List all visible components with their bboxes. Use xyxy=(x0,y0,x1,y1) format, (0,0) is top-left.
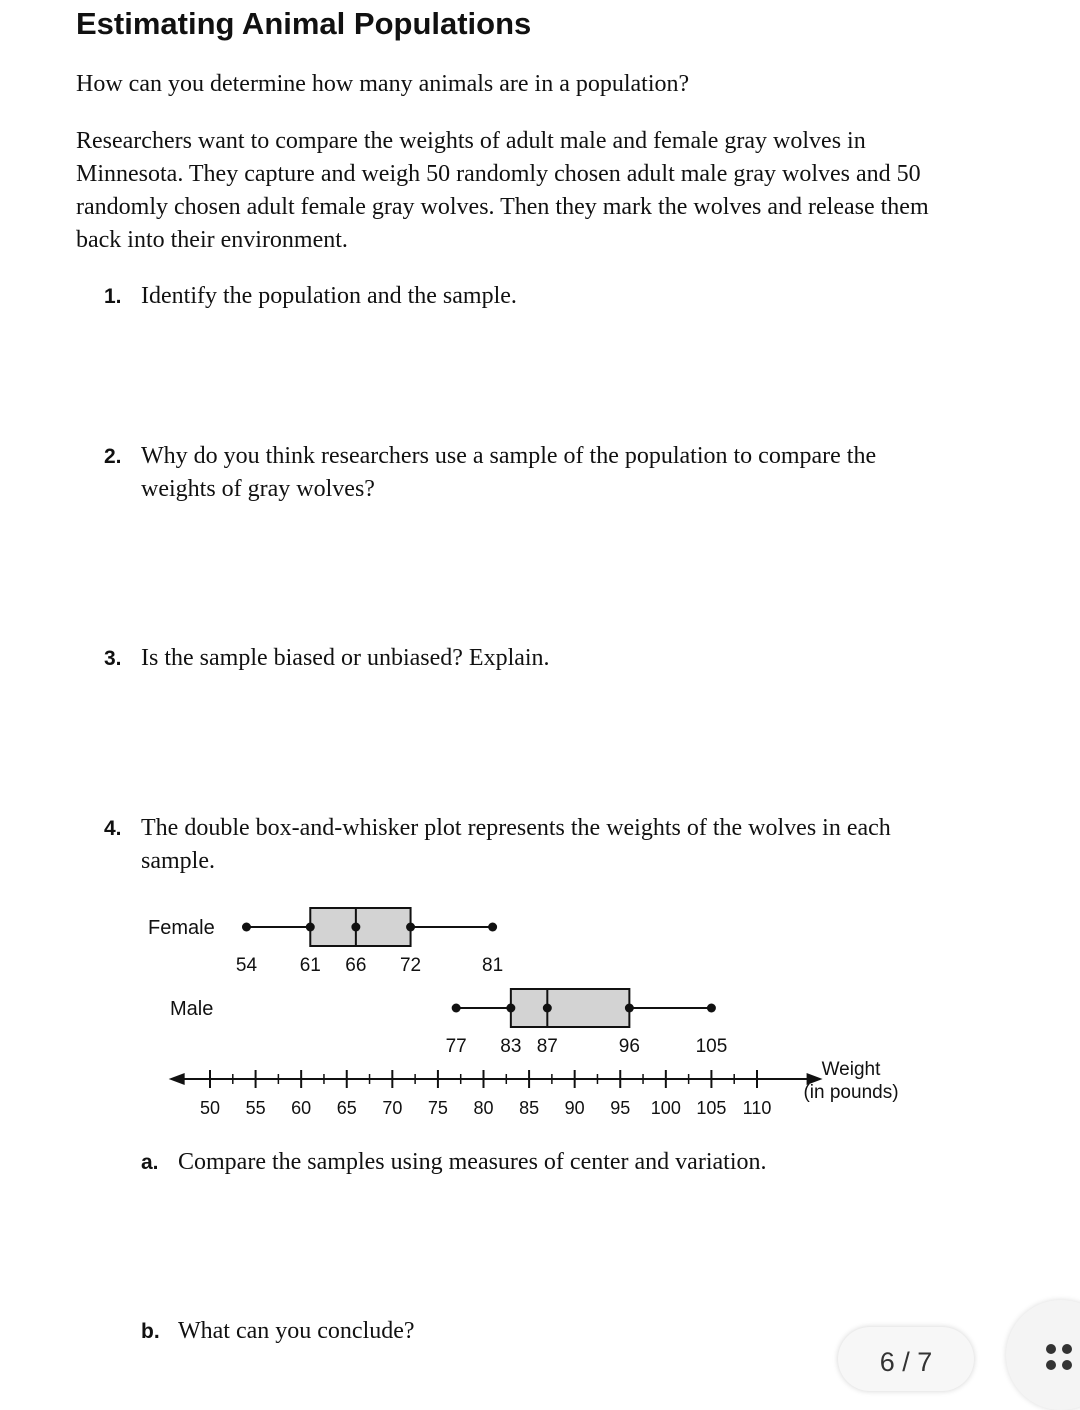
axis-tick-label: 90 xyxy=(564,1098,585,1118)
q3-label: 96 xyxy=(618,1036,640,1057)
min-point xyxy=(452,1004,461,1013)
question-3-number: 3. xyxy=(104,647,122,670)
axis-left-arrow xyxy=(169,1073,185,1085)
max-label: 81 xyxy=(482,955,504,976)
max-point xyxy=(488,923,497,932)
axis-tick-label: 95 xyxy=(610,1098,631,1118)
axis-tick-label: 55 xyxy=(245,1098,266,1118)
series-name: Male xyxy=(170,998,214,1020)
question-4-number: 4. xyxy=(104,817,122,840)
q1-label: 83 xyxy=(500,1036,522,1057)
q1-point xyxy=(306,923,315,932)
box-iqr xyxy=(511,989,630,1027)
min-label: 54 xyxy=(235,955,258,976)
axis-tick-label: 80 xyxy=(473,1098,494,1118)
median-point xyxy=(351,923,360,932)
q1-label: 61 xyxy=(299,955,321,976)
axis-tick-label: 70 xyxy=(382,1098,403,1118)
axis-tick-label: 85 xyxy=(519,1098,540,1118)
max-label: 105 xyxy=(695,1036,728,1057)
axis-tick-label: 75 xyxy=(427,1098,448,1118)
question-4-text: The double box-and-whisker plot represents the weights of the wolves in each sample. xyxy=(141,815,891,874)
subquestion-b-text: What can you conclude? xyxy=(178,1318,415,1344)
q3-label: 72 xyxy=(399,955,422,976)
q3-point xyxy=(625,1004,634,1013)
axis-tick-label: 65 xyxy=(336,1098,357,1118)
page-title: Estimating Animal Populations xyxy=(76,6,532,41)
max-point xyxy=(707,1004,716,1013)
min-label: 77 xyxy=(445,1036,467,1057)
page-indicator-text: 6 / 7 xyxy=(879,1347,933,1377)
question-1-text: Identify the population and the sample. xyxy=(141,283,517,309)
subquestion-a-text: Compare the samples using measures of center and variation. xyxy=(178,1149,767,1175)
axis-label: (in pounds) xyxy=(803,1082,899,1103)
axis-tick-label: 50 xyxy=(199,1098,221,1118)
essential-question: How can you determine how many animals are in a population? xyxy=(76,71,690,97)
axis-tick-label: 110 xyxy=(742,1098,772,1118)
question-3-text: Is the sample biased or unbiased? Explain. xyxy=(141,645,550,671)
axis-tick-label: 60 xyxy=(291,1098,312,1118)
intro-paragraph: Researchers want to compare the weights of adult male and female gray wolves in Minnesota. They capture and weigh 50 randomly chosen adult male gray wolves and 50 randomly chosen adult female gray wolves. Then they mark the wolves and release them back into their environment. xyxy=(76,128,929,253)
question-2-text: Why do you think researchers use a sample of the population to compare the weights of gray wolves? xyxy=(141,443,877,502)
axis-label: Weight xyxy=(821,1059,881,1080)
series-name: Female xyxy=(148,917,215,939)
q1-point xyxy=(506,1004,515,1013)
axis-tick-label: 100 xyxy=(650,1098,681,1118)
subquestion-a-letter: a. xyxy=(141,1151,159,1174)
median-point xyxy=(543,1004,552,1013)
median-label: 87 xyxy=(536,1036,558,1057)
axis-tick-label: 105 xyxy=(696,1098,727,1118)
q3-point xyxy=(406,923,415,932)
subquestion-b-letter: b. xyxy=(141,1320,160,1343)
question-2-number: 2. xyxy=(104,445,122,468)
page-indicator[interactable] xyxy=(838,1327,974,1391)
min-point xyxy=(242,923,251,932)
median-label: 66 xyxy=(345,955,367,976)
box-iqr xyxy=(310,908,410,946)
question-1-number: 1. xyxy=(104,285,122,308)
